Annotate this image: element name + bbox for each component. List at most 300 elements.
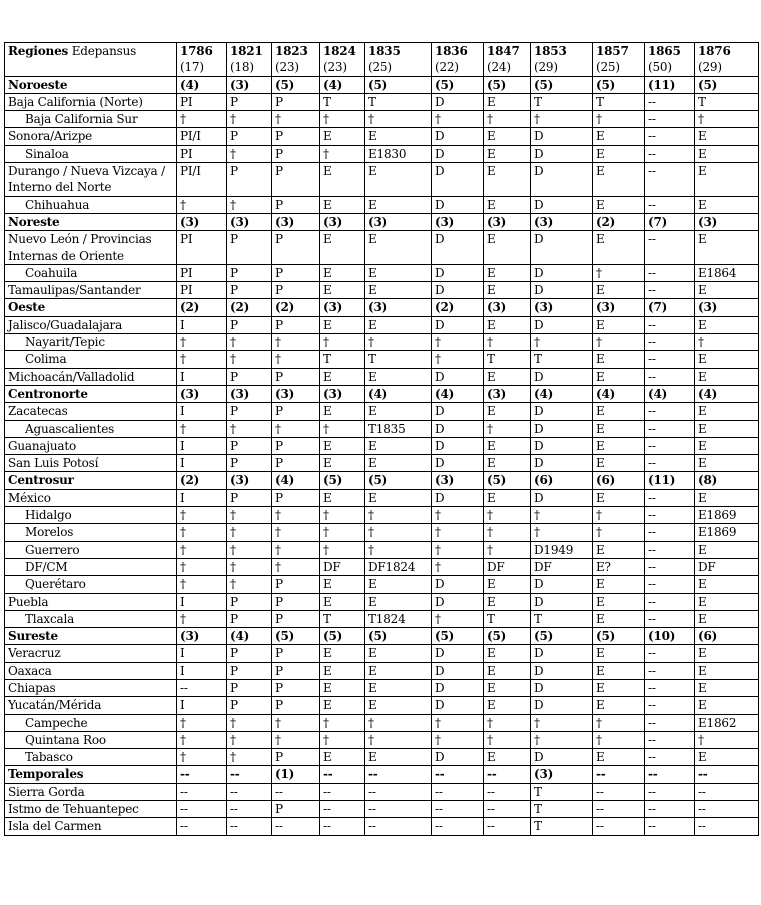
state-name: Guerrero [5,541,177,558]
table-cell: † [177,541,227,558]
table-cell: -- [645,593,695,610]
table-cell: P [272,593,320,610]
table-cell: -- [645,731,695,748]
state-name: Nuevo León / Provincias Internas de Oriente [5,231,177,265]
region-group-row [5,766,759,783]
table-cell: (3) [531,299,593,316]
header-year-cell [593,43,645,77]
table-cell: (3) [365,213,432,230]
table-cell: T [320,610,365,627]
table-cell: (3) [484,299,531,316]
state-name: San Luis Potosí [5,455,177,472]
header-year: 1876 [698,44,731,58]
table-cell: † [272,524,320,541]
table-cell: † [593,714,645,731]
table-cell: PI [177,145,227,162]
table-cell: -- [645,231,695,265]
table-cell: -- [645,507,695,524]
table-cell: -- [645,783,695,800]
table-cell: P [272,282,320,299]
table-cell: D [531,749,593,766]
table-row [5,524,759,541]
table-cell: T [531,351,593,368]
header-count: (29) [698,60,722,75]
region-group-row [5,385,759,402]
table-cell: † [531,507,593,524]
header-year-cell [645,43,695,77]
table-cell: -- [645,420,695,437]
table-cell: † [484,111,531,128]
table-cell: E [365,749,432,766]
header-count: (17) [180,60,204,75]
header-year: 1786 [180,44,213,58]
table-row [5,541,759,558]
table-cell: † [484,334,531,351]
table-cell: -- [227,766,272,783]
table-cell: P [227,282,272,299]
table-cell: † [177,111,227,128]
table-cell: † [320,731,365,748]
table-cell: † [320,420,365,437]
table-row [5,558,759,575]
table-cell: D [531,489,593,506]
table-cell: T [531,801,593,818]
table-cell: D [432,231,484,265]
table-cell: D [432,697,484,714]
table-cell: E [484,128,531,145]
table-cell: PI [177,282,227,299]
table-row [5,264,759,281]
state-name: Aguascalientes [5,420,177,437]
table-cell: † [531,714,593,731]
table-cell: (4) [432,385,484,402]
header-count: (25) [596,60,620,75]
table-cell: D [432,368,484,385]
header-count: (29) [534,60,558,75]
table-cell: † [320,507,365,524]
table-cell: † [272,507,320,524]
table-cell: D [432,593,484,610]
table-row [5,368,759,385]
table-cell: P [272,163,320,197]
header-count: (50) [648,60,672,75]
table-cell: -- [320,766,365,783]
table-cell: † [432,714,484,731]
table-cell: D [432,282,484,299]
table-row [5,351,759,368]
table-cell: T [531,93,593,110]
table-cell: -- [484,801,531,818]
table-cell: E [365,593,432,610]
table-cell: E [593,541,645,558]
state-name: Oaxaca [5,662,177,679]
table-cell: E [320,662,365,679]
table-cell: -- [645,334,695,351]
table-cell: -- [177,679,227,696]
table-cell: D [531,455,593,472]
table-cell: -- [593,801,645,818]
table-cell: † [432,507,484,524]
table-cell: † [272,420,320,437]
table-cell: (4) [227,628,272,645]
table-cell: D [531,576,593,593]
table-cell: (3) [432,472,484,489]
table-cell: (3) [177,213,227,230]
table-cell: -- [365,801,432,818]
table-cell: -- [695,766,759,783]
table-cell: DF [695,558,759,575]
table-cell: E1830 [365,145,432,162]
table-cell: -- [645,766,695,783]
table-cell: E [320,316,365,333]
table-cell: D [531,697,593,714]
table-cell: E [593,403,645,420]
table-cell: -- [227,801,272,818]
table-cell: (5) [484,628,531,645]
region-group-row [5,628,759,645]
table-cell: P [227,437,272,454]
table-cell: † [320,541,365,558]
table-cell: † [365,111,432,128]
table-cell: D [531,420,593,437]
table-cell: (5) [695,76,759,93]
table-cell: E? [593,558,645,575]
table-cell: T [695,93,759,110]
table-cell: (4) [531,385,593,402]
table-cell: (3) [531,766,593,783]
table-cell: † [227,541,272,558]
table-cell: T [320,351,365,368]
table-cell: (4) [320,76,365,93]
state-name: Zacatecas [5,403,177,420]
table-cell: -- [432,801,484,818]
table-cell: † [177,524,227,541]
table-cell: P [272,576,320,593]
table-cell: T [593,93,645,110]
table-cell: I [177,368,227,385]
table-cell: E [320,368,365,385]
table-cell: T [365,93,432,110]
table-cell: T [365,351,432,368]
table-cell: † [227,524,272,541]
header-year-cell [272,43,320,77]
table-cell: † [227,420,272,437]
table-cell: P [272,749,320,766]
table-cell: E [365,316,432,333]
table-cell: E [484,316,531,333]
table-cell: † [177,610,227,627]
table-cell: -- [645,645,695,662]
table-cell: (2) [177,299,227,316]
table-row [5,93,759,110]
header-count: (25) [368,60,392,75]
table-cell: E [320,679,365,696]
table-cell: E [484,264,531,281]
table-cell: P [227,610,272,627]
table-cell: † [365,507,432,524]
table-cell: P [227,231,272,265]
table-cell: -- [645,111,695,128]
table-cell: P [272,231,320,265]
table-cell: † [177,507,227,524]
table-cell: † [531,111,593,128]
table-cell: (3) [272,385,320,402]
table-cell: D [531,437,593,454]
table-cell: P [272,368,320,385]
table-cell: (4) [272,472,320,489]
table-cell: (2) [177,472,227,489]
header-year-cell [432,43,484,77]
table-cell: E [484,645,531,662]
table-cell: E [320,163,365,197]
table-cell: (5) [365,472,432,489]
table-cell: E [320,576,365,593]
state-name: Jalisco/Guadalajara [5,316,177,333]
region-group-name: Centronorte [5,385,177,402]
table-cell: † [432,334,484,351]
table-cell: -- [484,766,531,783]
table-cell: E [593,437,645,454]
table-cell: -- [177,766,227,783]
table-cell: E [320,231,365,265]
header-count: (23) [275,60,299,75]
table-body [5,76,759,835]
table-cell: E1869 [695,507,759,524]
header-year: 1865 [648,44,681,58]
table-cell: P [272,316,320,333]
table-cell: -- [645,455,695,472]
table-cell: (4) [695,385,759,402]
table-cell: (5) [365,628,432,645]
table-cell: E [365,697,432,714]
header-year-cell [484,43,531,77]
table-cell: -- [645,818,695,835]
table-cell: (5) [272,76,320,93]
state-name: Baja California (Norte) [5,93,177,110]
table-cell: P [272,645,320,662]
table-cell: T [320,93,365,110]
table-cell: E [695,420,759,437]
table-row [5,731,759,748]
table-cell: † [593,334,645,351]
table-cell: (10) [645,628,695,645]
table-cell: † [432,111,484,128]
table-cell: † [484,524,531,541]
table-cell: † [227,558,272,575]
table-cell: E [484,576,531,593]
table-cell: I [177,455,227,472]
table-cell: -- [484,818,531,835]
table-cell: D [531,316,593,333]
header-year-cell [177,43,227,77]
table-cell: † [593,507,645,524]
table-cell: -- [645,93,695,110]
table-cell: E [365,163,432,197]
table-cell: † [365,334,432,351]
table-cell: (7) [645,299,695,316]
header-count: (24) [487,60,511,75]
table-cell: (5) [593,76,645,93]
table-cell: E [695,662,759,679]
region-group-row [5,299,759,316]
table-cell: -- [177,783,227,800]
table-cell: † [484,714,531,731]
table-cell: † [272,541,320,558]
table-cell: -- [645,282,695,299]
table-cell: -- [645,679,695,696]
table-row [5,111,759,128]
state-name: Nayarit/Tepic [5,334,177,351]
table-cell: -- [272,783,320,800]
table-cell: -- [320,801,365,818]
header-year-cell [695,43,759,77]
table-cell: E [320,196,365,213]
table-cell: E [484,282,531,299]
table-cell: † [365,731,432,748]
table-cell: E [695,749,759,766]
state-name: Tlaxcala [5,610,177,627]
header-row [5,43,759,77]
table-cell: D [432,145,484,162]
table-cell: E [593,231,645,265]
table-cell: † [272,351,320,368]
table-cell: -- [645,697,695,714]
table-cell: (5) [432,628,484,645]
table-cell: E [484,403,531,420]
header-year-cell [531,43,593,77]
table-cell: (2) [432,299,484,316]
table-cell: E [365,264,432,281]
table-cell: † [227,731,272,748]
table-cell: E [695,282,759,299]
table-cell: (5) [365,76,432,93]
table-cell: † [227,351,272,368]
table-row [5,697,759,714]
table-cell: -- [320,783,365,800]
table-cell: E [695,593,759,610]
region-group-row [5,472,759,489]
state-name: Querétaro [5,576,177,593]
table-cell: P [272,93,320,110]
table-cell: † [320,714,365,731]
table-row [5,593,759,610]
table-cell: † [227,145,272,162]
table-cell: † [432,610,484,627]
table-cell: P [227,645,272,662]
table-cell: E [320,128,365,145]
table-cell: (3) [320,213,365,230]
table-cell: -- [645,801,695,818]
table-cell: -- [645,351,695,368]
table-cell: † [695,731,759,748]
table-cell: T [531,818,593,835]
table-cell: P [227,128,272,145]
table-cell: -- [320,818,365,835]
state-name: Sonora/Arizpe [5,128,177,145]
table-cell: D [531,593,593,610]
table-cell: P [272,662,320,679]
table-cell: E [365,437,432,454]
header-year: 1853 [534,44,567,58]
table-row [5,334,759,351]
table-cell: (3) [227,213,272,230]
state-name: Colima [5,351,177,368]
table-cell: P [272,196,320,213]
table-cell: † [320,524,365,541]
table-cell: E [320,403,365,420]
table-cell: T [484,351,531,368]
table-cell: E [484,749,531,766]
table-cell: I [177,316,227,333]
table-cell: P [272,801,320,818]
table-cell: P [227,163,272,197]
table-row [5,610,759,627]
table-cell: D1949 [531,541,593,558]
table-cell: E [593,163,645,197]
table-cell: I [177,662,227,679]
state-name: Isla del Carmen [5,818,177,835]
state-name: Veracruz [5,645,177,662]
table-cell: (5) [320,628,365,645]
table-cell: PI/I [177,128,227,145]
table-cell: E [695,610,759,627]
table-cell: -- [365,818,432,835]
state-name: Morelos [5,524,177,541]
table-cell: D [432,316,484,333]
state-name: Baja California Sur [5,111,177,128]
header-title-cell [5,43,177,77]
table-cell: (5) [531,628,593,645]
table-cell: † [531,731,593,748]
table-cell: † [593,731,645,748]
table-cell: -- [177,818,227,835]
table-cell: (5) [593,628,645,645]
table-cell: D [531,264,593,281]
table-cell: (6) [695,628,759,645]
table-cell: I [177,403,227,420]
table-cell: -- [645,316,695,333]
table-cell: I [177,593,227,610]
table-cell: E [365,679,432,696]
table-cell: † [227,111,272,128]
table-cell: † [432,541,484,558]
table-cell: P [227,489,272,506]
table-cell: DF [531,558,593,575]
region-group-row [5,76,759,93]
table-cell: E [593,593,645,610]
header-count: (23) [323,60,347,75]
table-row [5,455,759,472]
table-cell: E [695,351,759,368]
table-cell: E [484,697,531,714]
table-cell: E [695,645,759,662]
table-cell: E [365,282,432,299]
table-cell: -- [645,403,695,420]
table-cell: † [484,731,531,748]
table-cell: -- [227,783,272,800]
table-cell: E [484,145,531,162]
table-cell: † [365,541,432,558]
table-cell: (11) [645,472,695,489]
table-cell: † [320,145,365,162]
table-row [5,145,759,162]
table-cell: P [227,593,272,610]
table-cell: -- [645,145,695,162]
table-cell: (3) [365,299,432,316]
table-cell: -- [645,196,695,213]
table-cell: D [432,645,484,662]
table-cell: (3) [320,385,365,402]
